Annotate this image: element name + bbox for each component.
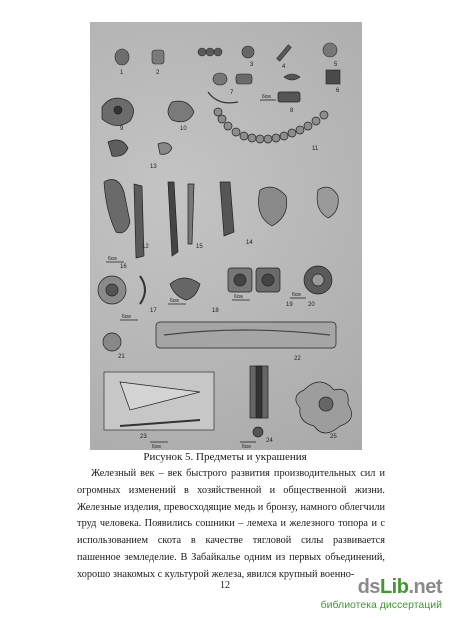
label-19: 19 [286, 302, 293, 308]
label-24: 24 [266, 438, 273, 444]
scale-label-4: 6см [170, 298, 179, 304]
artifacts-illustration [90, 22, 362, 450]
artifact-row-3 [104, 180, 338, 258]
label-2: 2 [156, 70, 160, 76]
body-text [77, 466, 385, 584]
page-number: 12 [220, 580, 230, 591]
label-21: 21 [118, 354, 125, 360]
label-5: 5 [334, 62, 338, 68]
scale-label-7: 6см [152, 444, 161, 450]
label-23: 23 [140, 434, 147, 440]
artifact-row-6 [104, 366, 352, 437]
label-4: 4 [282, 64, 286, 70]
label-8: 8 [290, 108, 294, 114]
scale-label-8: 6см [242, 444, 251, 450]
artifact-row-1 [115, 43, 337, 65]
scale-label-3: 6см [122, 314, 131, 320]
body-paragraph: Железный век – век быстрого развития производительных сил и огромных изменений в хозяйственной и общественной жизни. Железные изделия, превосходящие медь и бронзу, намного облегчили труд человека. Появились сошники – лемеха и железного топора и с использованием скота в качестве тягловой силы развивается пашенное земледелие. В Забайкалье одним из первых объединений, хорошо знакомых с культурой железа, явился крупный военно- [77, 468, 385, 580]
scale-label-2: 6см [108, 256, 117, 262]
artifact-row-1b [213, 70, 340, 85]
dslib-watermark [290, 574, 448, 614]
label-6: 6 [336, 88, 340, 94]
label-1: 1 [120, 70, 124, 76]
label-14: 14 [246, 240, 253, 246]
label-13: 13 [150, 164, 157, 170]
label-7: 7 [230, 90, 234, 96]
artifact-row-2 [102, 92, 328, 156]
label-15: 15 [196, 244, 203, 250]
scale-label-1: 6см [262, 94, 271, 100]
label-11: 11 [312, 146, 319, 152]
label-3: 3 [250, 62, 254, 68]
label-22: 22 [294, 356, 301, 362]
artifact-figure-plate [90, 22, 362, 450]
label-9: 9 [120, 126, 124, 132]
artifact-row-5 [103, 322, 336, 351]
label-25: 25 [330, 434, 337, 440]
scale-label-6: 6см [292, 292, 301, 298]
dslib-subtitle: библиотека диссертаций [320, 599, 442, 611]
label-10: 10 [180, 126, 187, 132]
label-20: 20 [308, 302, 315, 308]
label-16: 16 [120, 264, 127, 270]
scale-label-5: 6см [234, 294, 243, 300]
label-18: 18 [212, 308, 219, 314]
figure-caption: Рисунок 5. Предметы и украшения [143, 451, 307, 463]
dslib-logo: dsLib.net [357, 576, 442, 598]
label-12: 12 [142, 244, 149, 250]
label-17: 17 [150, 308, 157, 314]
